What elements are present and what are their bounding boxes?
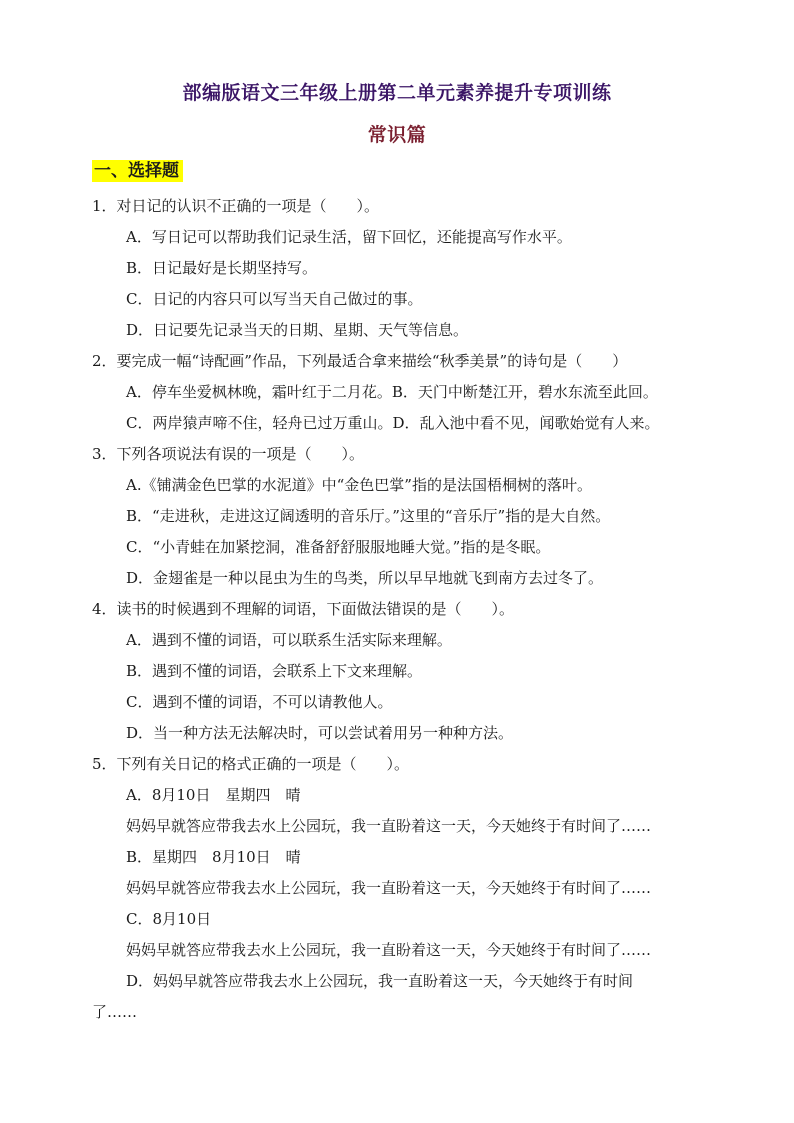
question-4-option-d: D．当一种方法无法解决时，可以尝试着用另一种种方法。 bbox=[126, 724, 514, 742]
question-5-option-d-continuation: 了…… bbox=[92, 1003, 138, 1021]
question-2-options-cd: C．两岸猿声啼不住，轻舟已过万重山。D．乱入池中看不见，闻歌始觉有人来。 bbox=[126, 414, 660, 432]
question-5-option-c: C．8月10日 bbox=[126, 910, 212, 928]
question-1-option-c: C．日记的内容只可以写当天自己做过的事。 bbox=[126, 290, 423, 308]
page-title: 部编版语文三年级上册第二单元素养提升专项训练 bbox=[182, 82, 612, 104]
question-2-options-ab: A．停车坐爱枫林晚，霜叶红于二月花。B．天门中断楚江开，碧水东流至此回。 bbox=[126, 383, 658, 401]
question-4-option-a: A．遇到不懂的词语，可以联系生活实际来理解。 bbox=[126, 631, 452, 649]
question-5-option-a-text: 妈妈早就答应带我去水上公园玩，我一直盼着这一天，今天她终于有时间了…… bbox=[126, 817, 652, 835]
question-5-stem: 5．下列有关日记的格式正确的一项是（ ）。 bbox=[92, 755, 410, 773]
question-3-option-d: D．金翅雀是一种以昆虫为生的鸟类，所以早早地就飞到南方去过冬了。 bbox=[126, 569, 604, 587]
question-4-option-b: B．遇到不懂的词语，会联系上下文来理解。 bbox=[126, 662, 423, 680]
question-5-option-c-text: 妈妈早就答应带我去水上公园玩，我一直盼着这一天，今天她终于有时间了…… bbox=[126, 941, 652, 959]
question-5-option-b-text: 妈妈早就答应带我去水上公园玩，我一直盼着这一天，今天她终于有时间了…… bbox=[126, 879, 652, 897]
question-4-option-c: C．遇到不懂的词语，不可以请教他人。 bbox=[126, 693, 393, 711]
question-1-option-b: B．日记最好是长期坚持写。 bbox=[126, 259, 318, 277]
question-3-option-b: B．“走进秋，走进这辽阔透明的音乐厅。”这里的“音乐厅”指的是大自然。 bbox=[126, 507, 611, 525]
section-heading: 一、选择题 bbox=[92, 160, 183, 182]
question-4-stem: 4．读书的时候遇到不理解的词语，下面做法错误的是（ ）。 bbox=[92, 600, 515, 618]
question-3-option-a: A.《铺满金色巴掌的水泥道》中“金色巴掌”指的是法国梧桐树的落叶。 bbox=[126, 476, 592, 494]
question-1-stem: 1．对日记的认识不正确的一项是（ ）。 bbox=[92, 197, 380, 215]
question-3-stem: 3．下列各项说法有误的一项是（ ）。 bbox=[92, 445, 365, 463]
question-1-option-d: D．日记要先记录当天的日期、星期、天气等信息。 bbox=[126, 321, 469, 339]
question-2-stem: 2．要完成一幅“诗配画”作品，下列最适合拿来描绘“秋季美景”的诗句是（ ） bbox=[92, 352, 628, 370]
question-5-option-b: B．星期四 8月10日 晴 bbox=[126, 848, 301, 866]
question-5-option-a: A．8月10日 星期四 晴 bbox=[126, 786, 301, 804]
question-1-option-a: A．写日记可以帮助我们记录生活，留下回忆，还能提高写作水平。 bbox=[126, 228, 572, 246]
question-3-option-c: C．“小青蛙在加紧挖洞，准备舒舒服服地睡大觉。”指的是冬眠。 bbox=[126, 538, 551, 556]
page-subtitle: 常识篇 bbox=[367, 124, 427, 146]
question-5-option-d: D．妈妈早就答应带我去水上公园玩，我一直盼着这一天，今天她终于有时间 bbox=[126, 972, 634, 990]
